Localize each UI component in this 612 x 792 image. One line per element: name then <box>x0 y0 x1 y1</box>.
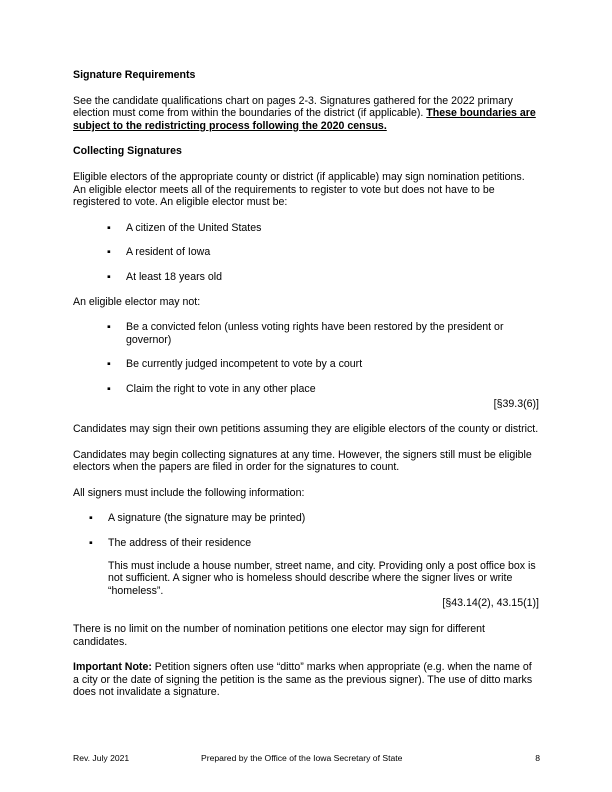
list-item-text: Be a convicted felon (unless voting rights have been restored by the president or governor) <box>126 321 504 346</box>
eligible-electors-paragraph: Eligible electors of the appropriate county or district (if applicable) may sign nomination petitions. An eligible elector meets all of the requirements to register to vote but does not have to be registered to vote. An eligible elector must be: <box>73 170 525 209</box>
list-item: ▪ A resident of Iowa <box>107 246 539 259</box>
prepared-by: Prepared by the Office of the Iowa Secretary of State <box>201 753 403 763</box>
list-item: ▪ The address of their residence <box>89 537 539 550</box>
may-not-intro: An eligible elector may not: <box>73 295 201 308</box>
may-not-list <box>73 321 539 395</box>
page-number: 8 <box>535 753 540 763</box>
important-note-label: Important Note: <box>73 661 152 674</box>
list-item: ▪ A citizen of the United States <box>107 222 539 235</box>
signers-intro: All signers must include the following information: <box>73 486 305 499</box>
section-heading-collecting-signatures: Collecting Signatures <box>73 145 182 158</box>
signature-requirements-paragraph <box>73 95 539 133</box>
revision-date: Rev. July 2021 <box>73 753 130 763</box>
citation-43-14: [§43.14(2), 43.15(1)] <box>442 597 539 610</box>
page-content <box>73 69 539 712</box>
no-limit-paragraph: There is no limit on the number of nomination petitions one elector may sign for different candidates. <box>73 623 486 648</box>
must-be-list <box>73 222 539 284</box>
citation-39-3: [§39.3(6)] <box>493 397 539 410</box>
address-note-block <box>108 560 539 610</box>
paragraph-text: See the candidate qualifications chart on pages 2-3. Signatures gathered for the 2022 primary election must come from within the boundaries of the district (if applicable). <box>73 94 513 120</box>
own-petitions-paragraph: Candidates may sign their own petitions assuming they are eligible electors of the county or district. <box>73 423 539 436</box>
begin-collecting-paragraph: Candidates may begin collecting signatures at any time. However, the signers still must be eligible electors when the papers are filed in order for the signatures to count. <box>73 448 532 474</box>
important-note-paragraph <box>73 661 539 699</box>
section-heading-signature-requirements: Signature Requirements <box>73 69 196 81</box>
important-note-text: Petition signers often use “ditto” marks when appropriate (e.g. when the name of a city or the date of signing the petition is the same as the previous signer). The use of ditto marks does not invalidate a signature. <box>73 661 533 699</box>
list-item: ▪ Claim the right to vote in any other place <box>107 383 539 396</box>
list-item: ▪ Be currently judged incompetent to vote by a court <box>107 358 539 371</box>
signer-info-list <box>73 512 539 549</box>
list-item: ▪ At least 18 years old <box>107 271 539 284</box>
list-item: ▪ A signature (the signature may be printed) <box>89 512 539 525</box>
address-note: This must include a house number, street name, and city. Providing only a post office box is not sufficient. A signer who is homeless should describe where the signer lives or write “homeless”. <box>108 559 536 597</box>
list-item <box>107 321 539 346</box>
redistricting-emphasis: These boundaries are subject to the redistricting process following the 2020 census. <box>73 107 536 132</box>
